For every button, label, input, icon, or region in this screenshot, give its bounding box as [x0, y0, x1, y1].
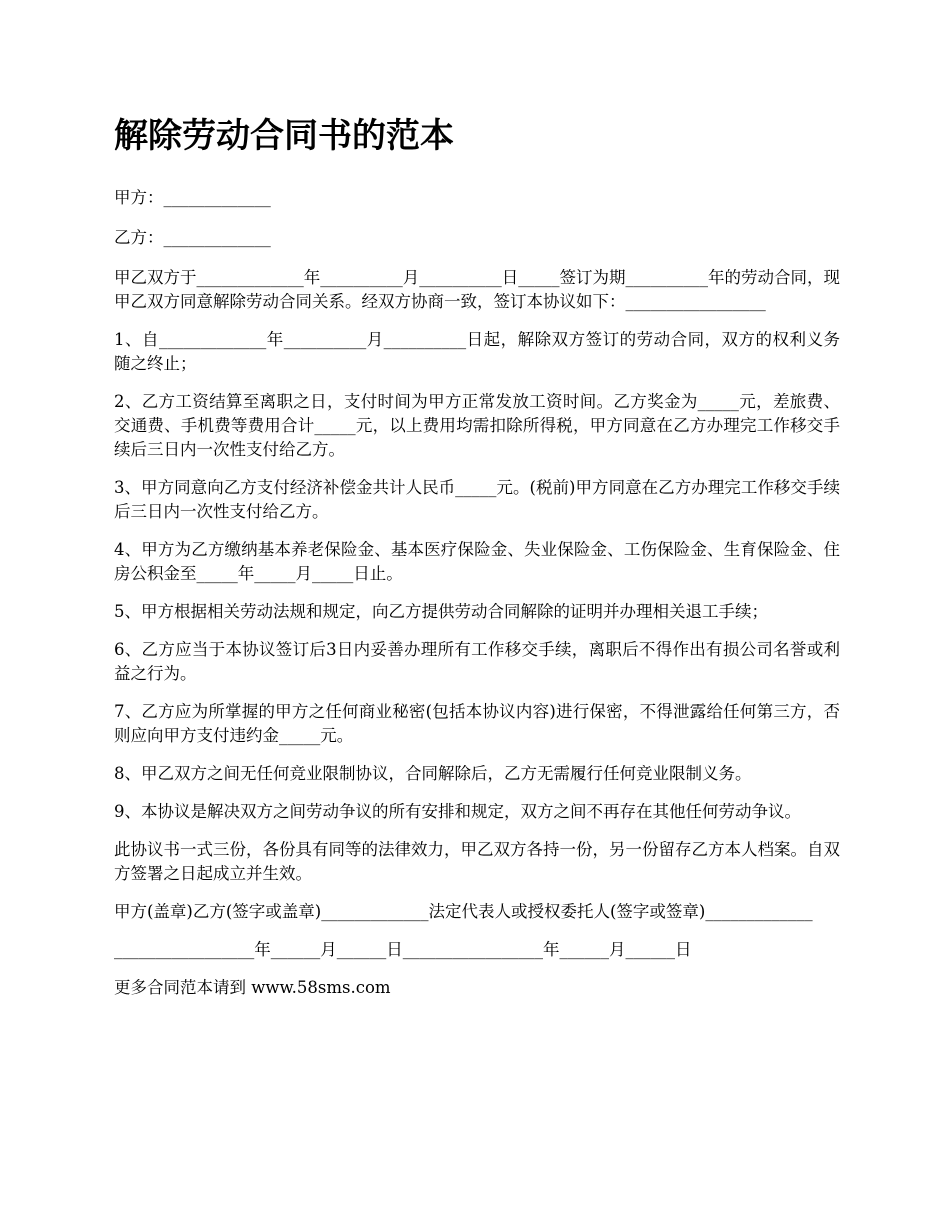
party-b-line: 乙方：_____________ — [114, 228, 271, 247]
document-title: 解除劳动合同书的范本 — [114, 116, 454, 156]
clause-9: 9、本协议是解决双方之间劳动争议的所有安排和规定，双方之间不再存在其他任何劳动争议。 — [114, 802, 801, 821]
date-line: _________________年______月______日_________________年______月______日 — [114, 940, 692, 959]
clause-2: 2、乙方工资结算至离职之日，支付时间为甲方正常发放工资时间。乙方奖金为_____元，差旅费、交通费、手机费等费用合计_____元，以上费用均需扣除所得税，甲方同意在乙方办理完工作移交手续后三日内一次性支付给乙方。 — [114, 392, 840, 459]
clause-3: 3、甲方同意向乙方支付经济补偿金共计人民币_____元。(税前)甲方同意在乙方办理完工作移交手续后三日内一次性支付给乙方。 — [114, 478, 840, 521]
clause-4: 4、甲方为乙方缴纳基本养老保险金、基本医疗保险金、失业保险金、工伤保险金、生育保险金、住房公积金至_____年_____月_____日止。 — [114, 540, 840, 583]
footer-link-text[interactable]: 更多合同范本请到 www.58sms.com — [114, 978, 391, 997]
party-a-line: 甲方：_____________ — [114, 188, 271, 207]
clause-8: 8、甲乙双方之间无任何竞业限制协议，合同解除后，乙方无需履行任何竞业限制义务。 — [114, 764, 752, 783]
intro-paragraph: 甲乙双方于_____________年__________月__________日_____签订为期__________年的劳动合同，现甲乙双方同意解除劳动合同关系。经双方协商一致，签订本协议如下：_________________ — [114, 268, 840, 311]
clause-6: 6、乙方应当于本协议签订后3日内妥善办理所有工作移交手续，离职后不得作出有损公司名誉或利益之行为。 — [114, 640, 840, 683]
signature-line: 甲方(盖章)乙方(签字或盖章)_____________法定代表人或授权委托人(签字或签章)_____________ — [114, 902, 813, 921]
clause-7: 7、乙方应为所掌握的甲方之任何商业秘密(包括本协议内容)进行保密，不得泄露给任何第三方，否则应向甲方支付违约金_____元。 — [114, 702, 840, 745]
clause-1: 1、自_____________年__________月__________日起，解除双方签订的劳动合同，双方的权利义务随之终止； — [114, 330, 840, 373]
copies-note: 此协议书一式三份，各份具有同等的法律效力，甲乙双方各持一份，另一份留存乙方本人档案。自双方签署之日起成立并生效。 — [114, 840, 840, 883]
document-page — [114, 112, 840, 1017]
clause-5: 5、甲方根据相关劳动法规和规定，向乙方提供劳动合同解除的证明并办理相关退工手续； — [114, 602, 768, 621]
